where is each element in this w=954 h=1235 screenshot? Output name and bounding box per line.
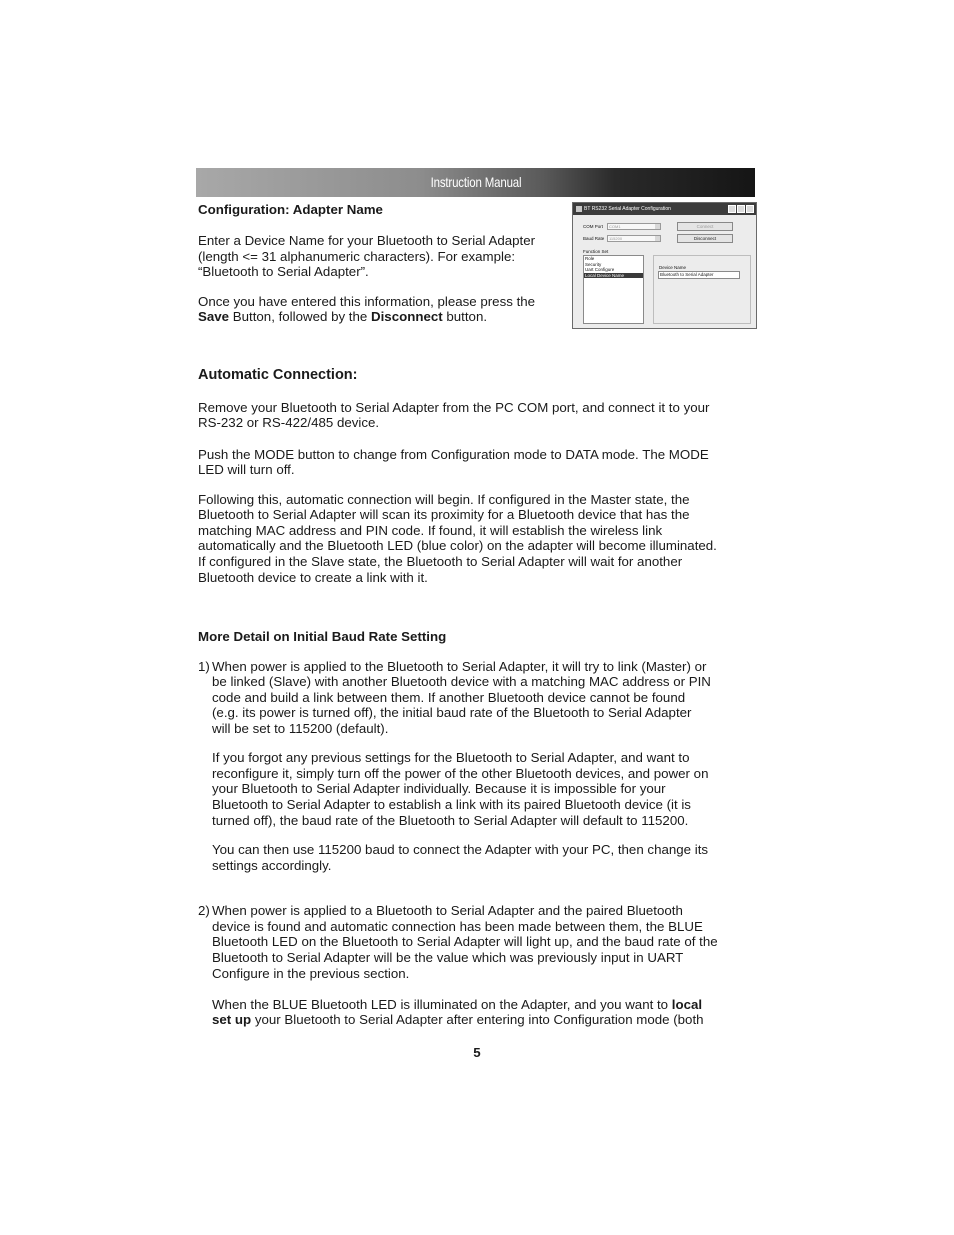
baud-rate-label: Baud Rate — [583, 236, 605, 241]
text-fragment: Button, followed by the — [229, 309, 371, 324]
heading-baud-rate: More Detail on Initial Baud Rate Setting — [198, 629, 447, 644]
paragraph-line — [212, 997, 702, 1013]
chevron-down-icon — [655, 236, 660, 241]
heading-automatic-connection: Automatic Connection: — [198, 367, 358, 383]
device-name-label: Device Name — [659, 265, 687, 270]
paragraph-line: If you forgot any previous settings for the Bluetooth to Serial Adapter, and want to — [212, 750, 690, 765]
paragraph-line: Push the MODE button to change from Configuration mode to DATA mode. The MODE — [198, 447, 709, 462]
com-port-value: COM1 — [609, 224, 621, 229]
paragraph-line: RS-232 or RS-422/485 device. — [198, 415, 380, 430]
device-name-input[interactable]: Bluetooth to Serial Adapter — [658, 271, 740, 279]
text-fragment: button. — [442, 309, 488, 324]
paragraph-line: You can then use 115200 baud to connect the Adapter with your PC, then change its — [212, 842, 709, 857]
paragraph-line: Bluetooth to Serial Adapter to establish a link with its paired Bluetooth device (it is — [212, 797, 691, 812]
baud-rate-value: 115200 — [609, 236, 623, 241]
paragraph-line: Bluetooth LED on the Bluetooth to Serial Adapter will light up, and the baud rate of the — [212, 934, 718, 949]
paragraph-line: Bluetooth to Serial Adapter will scan its proximity for a Bluetooth device that has the — [198, 507, 690, 522]
page-number: 5 — [473, 1045, 481, 1060]
paragraph-line: code and build a link between them. If another Bluetooth device cannot be found — [212, 690, 686, 705]
paragraph-line: When power is applied to a Bluetooth to Serial Adapter and the paired Bluetooth — [212, 903, 683, 918]
paragraph-line: (length <= 31 alphanumeric characters). For example: — [198, 249, 516, 264]
paragraph-line — [212, 1012, 704, 1028]
paragraph-line: LED will turn off. — [198, 462, 295, 477]
paragraph-line: “Bluetooth to Serial Adapter”. — [198, 264, 369, 279]
baud-rate-select[interactable] — [607, 235, 661, 242]
paragraph-line: device is found and automatic connection has been made between them, the BLUE — [212, 919, 703, 934]
list-item-uart-configure[interactable]: Uart Configure — [585, 267, 615, 273]
paragraph-line: Configure in the previous section. — [212, 966, 410, 981]
paragraph-line: Remove your Bluetooth to Serial Adapter from the PC COM port, and connect it to your — [198, 400, 710, 415]
disconnect-emphasis: Disconnect — [371, 309, 443, 324]
function-set-list[interactable] — [583, 255, 644, 324]
header-bar — [196, 168, 755, 197]
dialog-title: BT RS232 Serial Adapter Configuration — [573, 203, 756, 215]
list-number: 2) — [198, 903, 210, 918]
paragraph-line: settings accordingly. — [212, 858, 332, 873]
paragraph-line: If configured in the Slave state, the Bluetooth to Serial Adapter will wait for another — [198, 554, 683, 569]
connect-button[interactable]: Connect — [677, 222, 733, 231]
paragraph-line: be linked (Slave) with another Bluetooth device with a matching MAC address or PIN — [212, 674, 711, 689]
list-number: 1) — [198, 659, 210, 674]
text-fragment: When the BLUE Bluetooth LED is illuminated on the Adapter, and you want to — [212, 997, 672, 1012]
paragraph-line: automatically and the Bluetooth LED (blue color) on the adapter will become illuminated. — [198, 538, 717, 553]
list-item-local-device-name[interactable]: Local Device Name — [584, 273, 643, 279]
list-item-role[interactable]: Role — [585, 256, 595, 261]
disconnect-button[interactable]: Disconnect — [677, 234, 733, 243]
com-port-label: COM Port — [583, 224, 604, 229]
paragraph-line: When power is applied to the Bluetooth to Serial Adapter, it will try to link (Master) or — [212, 659, 707, 674]
function-set-label: Function Set — [583, 249, 609, 254]
set-up-emphasis: set up — [212, 1012, 252, 1027]
maximize-icon[interactable] — [737, 205, 745, 213]
paragraph-line: Once you have entered this information, please press the — [198, 294, 536, 309]
paragraph-line: reconfigure it, simply turn off the power of the other Bluetooth devices, and power on — [212, 766, 709, 781]
local-emphasis: local — [671, 997, 703, 1012]
close-icon[interactable] — [746, 205, 754, 213]
save-emphasis: Save — [198, 309, 230, 324]
app-icon — [576, 206, 582, 212]
list-item-security[interactable]: Security — [585, 261, 602, 267]
paragraph-line: your Bluetooth to Serial Adapter individually. Because it is impossible for your — [212, 781, 666, 796]
paragraph-line-save — [198, 309, 487, 325]
heading-adapter-name: Configuration: Adapter Name — [198, 202, 383, 217]
text-fragment: your Bluetooth to Serial Adapter after entering into Configuration mode (both — [251, 1012, 704, 1027]
paragraph-line: Following this, automatic connection will begin. If configured in the Master state, the — [198, 492, 690, 507]
paragraph-line: will be set to 115200 (default). — [212, 721, 389, 736]
com-port-select[interactable] — [607, 223, 661, 230]
chevron-down-icon — [655, 224, 660, 229]
minimize-icon[interactable] — [728, 205, 736, 213]
paragraph-line: matching MAC address and PIN code. If found, it will establish the wireless link — [198, 523, 663, 538]
header-title: Instruction Manual — [430, 174, 522, 190]
paragraph-line: Bluetooth device to create a link with it. — [198, 570, 428, 585]
paragraph-line: Bluetooth to Serial Adapter will be the value which was previously input in UART — [212, 950, 684, 965]
paragraph-line: Enter a Device Name for your Bluetooth to Serial Adapter — [198, 233, 536, 248]
paragraph-line: (e.g. its power is turned off), the initial baud rate of the Bluetooth to Serial Adapter — [212, 705, 692, 720]
paragraph-line: turned off), the baud rate of the Bluetooth to Serial Adapter will default to 115200. — [212, 813, 689, 828]
